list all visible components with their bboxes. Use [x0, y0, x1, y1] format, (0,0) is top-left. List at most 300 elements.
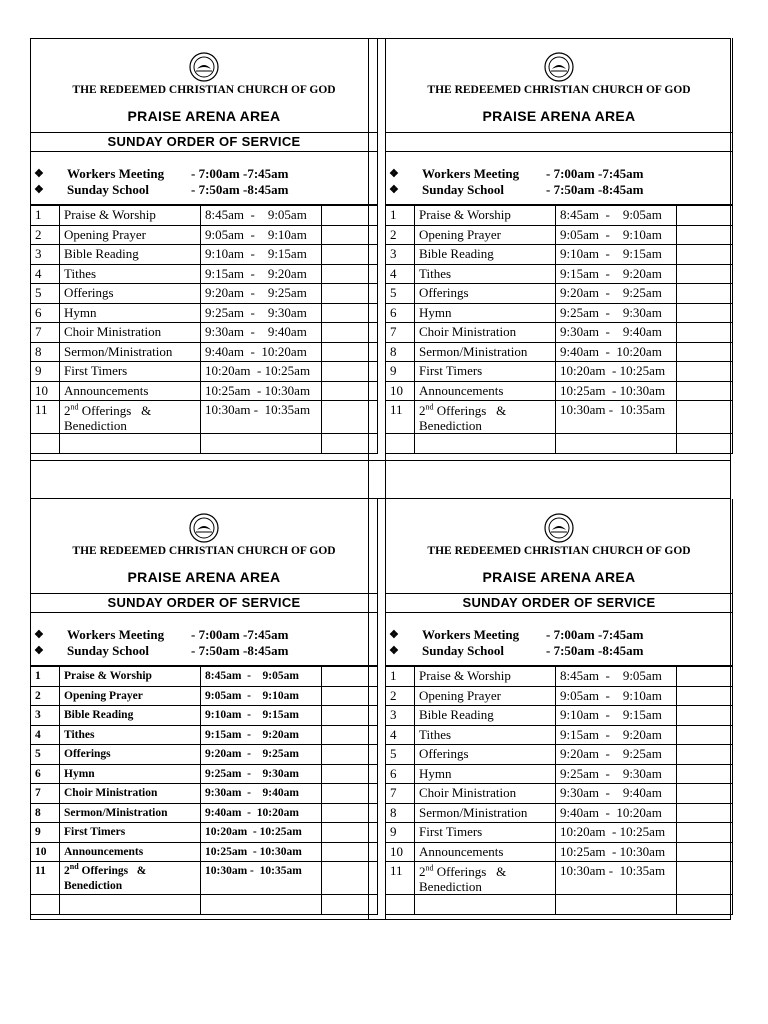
schedule-row	[386, 303, 732, 323]
order-title	[386, 133, 732, 152]
item-number: 5	[386, 284, 415, 304]
activity-name: Choir Ministration	[415, 323, 556, 343]
empty-cell	[556, 434, 677, 454]
schedule-row	[386, 381, 732, 401]
church-name: THE REDEEMED CHRISTIAN CHURCH OF GOD	[427, 545, 691, 557]
time-slot: 10:30am - 10:35am	[201, 401, 322, 434]
empty-cell	[677, 206, 733, 226]
time-slot: 8:45am - 9:05am	[201, 206, 322, 226]
pre-service-item: ❖ Workers Meeting - 7:00am -7:45am	[389, 166, 644, 181]
activity-superscript: nd	[425, 863, 434, 873]
activity-name: Tithes	[415, 725, 556, 745]
activity-name: Praise & Worship	[60, 206, 201, 226]
item-number: 10	[31, 381, 60, 401]
schedule-row	[31, 842, 377, 862]
activity-part: 2	[419, 403, 426, 418]
pre-service-item: ❖ Sunday School - 7:50am -8:45am	[389, 182, 644, 197]
time-slot: 8:45am - 9:05am	[556, 206, 677, 226]
empty-cell	[322, 381, 378, 401]
item-number: 4	[386, 264, 415, 284]
activity-name: Choir Ministration	[60, 784, 201, 804]
activity-superscript: nd	[70, 402, 79, 412]
empty-cell	[31, 895, 60, 915]
schedule-row	[31, 784, 377, 804]
schedule-row	[31, 686, 377, 706]
schedule-row	[31, 823, 377, 843]
item-number: 8	[386, 342, 415, 362]
time-slot: 10:20am - 10:25am	[556, 362, 677, 382]
church-logo-icon	[544, 513, 574, 543]
schedule-row	[31, 401, 377, 434]
empty-cell	[60, 434, 201, 454]
item-number: 1	[31, 206, 60, 226]
item-number: 7	[386, 784, 415, 804]
item-number: 11	[31, 401, 60, 434]
church-name: THE REDEEMED CHRISTIAN CHURCH OF GOD	[72, 84, 336, 96]
activity-name: First Timers	[415, 362, 556, 382]
church-logo-icon	[189, 52, 219, 82]
activity-name: Bible Reading	[415, 706, 556, 726]
diamond-bullet-icon: ❖	[389, 629, 399, 641]
schedule-row	[31, 803, 377, 823]
schedule-row	[386, 401, 732, 434]
order-title: SUNDAY ORDER OF SERVICE	[386, 594, 732, 613]
time-slot: 9:10am - 9:15am	[556, 245, 677, 265]
activity-name: First Timers	[60, 362, 201, 382]
activity-name: Bible Reading	[60, 245, 201, 265]
empty-cell	[677, 784, 733, 804]
time-slot: 9:30am - 9:40am	[556, 323, 677, 343]
time-slot: 9:15am - 9:20am	[556, 725, 677, 745]
schedule-row	[386, 323, 732, 343]
diamond-bullet-icon: ❖	[389, 645, 399, 657]
empty-cell	[677, 823, 733, 843]
empty-cell	[201, 434, 322, 454]
item-number: 3	[386, 706, 415, 726]
activity-name	[60, 862, 201, 895]
time-slot: 9:20am - 9:25am	[201, 284, 322, 304]
activity-superscript: nd	[425, 402, 434, 412]
time-slot: 10:25am - 10:30am	[556, 842, 677, 862]
item-number: 4	[31, 264, 60, 284]
item-number: 11	[386, 401, 415, 434]
activity-name: First Timers	[60, 823, 201, 843]
activity-name: Hymn	[415, 303, 556, 323]
empty-cell	[677, 303, 733, 323]
activity-part: Benediction	[64, 880, 123, 892]
program-card-top-right	[385, 38, 733, 454]
empty-cell	[322, 303, 378, 323]
activity-part: Offerings &	[78, 403, 152, 418]
activity-name: First Timers	[415, 823, 556, 843]
item-number: 8	[31, 342, 60, 362]
schedule-table	[386, 205, 732, 454]
item-number: 5	[31, 745, 60, 765]
activity-name: Hymn	[60, 764, 201, 784]
item-number: 7	[31, 784, 60, 804]
item-number: 6	[31, 303, 60, 323]
activity-name: Tithes	[60, 725, 201, 745]
activity-name: Sermon/Ministration	[415, 803, 556, 823]
time-slot: 9:25am - 9:30am	[556, 303, 677, 323]
time-slot: 9:40am - 10:20am	[556, 803, 677, 823]
time-slot: 9:25am - 9:30am	[556, 764, 677, 784]
item-number: 10	[31, 842, 60, 862]
time-slot: 9:20am - 9:25am	[556, 284, 677, 304]
time-slot: 9:15am - 9:20am	[201, 264, 322, 284]
item-number: 2	[31, 686, 60, 706]
time-slot: 9:15am - 9:20am	[556, 264, 677, 284]
item-number: 2	[386, 686, 415, 706]
schedule-row	[386, 225, 732, 245]
empty-cell	[322, 862, 378, 895]
activity-name: Praise & Worship	[60, 667, 201, 687]
item-number: 7	[386, 323, 415, 343]
empty-cell	[677, 401, 733, 434]
item-number: 1	[386, 206, 415, 226]
schedule-row	[31, 323, 377, 343]
time-slot: 9:10am - 9:15am	[556, 706, 677, 726]
empty-cell	[677, 381, 733, 401]
item-number: 2	[31, 225, 60, 245]
empty-cell	[322, 225, 378, 245]
schedule-row	[386, 823, 732, 843]
activity-name: Opening Prayer	[60, 225, 201, 245]
activity-part: Benediction	[64, 418, 127, 433]
empty-cell	[677, 667, 733, 687]
time-slot: 9:40am - 10:20am	[556, 342, 677, 362]
activity-name	[60, 401, 201, 434]
empty-cell	[415, 434, 556, 454]
activity-name: Offerings	[415, 745, 556, 765]
church-name: THE REDEEMED CHRISTIAN CHURCH OF GOD	[427, 84, 691, 96]
item-number: 6	[386, 764, 415, 784]
activity-name: Announcements	[60, 842, 201, 862]
item-number: 6	[31, 764, 60, 784]
empty-cell	[677, 323, 733, 343]
card-header	[386, 38, 732, 133]
schedule-row	[31, 362, 377, 382]
activity-name: Tithes	[415, 264, 556, 284]
empty-cell	[677, 686, 733, 706]
empty-cell	[677, 745, 733, 765]
activity-part: Offerings &	[433, 864, 507, 879]
schedule-table	[31, 205, 377, 454]
activity-name: Choir Ministration	[415, 784, 556, 804]
empty-cell	[677, 264, 733, 284]
schedule-row	[31, 706, 377, 726]
activity-name: Hymn	[60, 303, 201, 323]
empty-cell	[677, 725, 733, 745]
schedule-row	[31, 284, 377, 304]
item-number: 4	[386, 725, 415, 745]
schedule-row	[386, 686, 732, 706]
order-title: SUNDAY ORDER OF SERVICE	[31, 133, 377, 152]
activity-name: Announcements	[60, 381, 201, 401]
empty-cell	[322, 764, 378, 784]
empty-row	[31, 895, 377, 915]
item-number: 10	[386, 381, 415, 401]
activity-part: Benediction	[419, 418, 482, 433]
schedule-row	[386, 706, 732, 726]
schedule-row	[31, 206, 377, 226]
activity-name: Announcements	[415, 381, 556, 401]
activity-part: Offerings &	[433, 403, 507, 418]
time-slot: 9:25am - 9:30am	[201, 303, 322, 323]
pre-service-list	[31, 152, 377, 205]
item-number: 3	[386, 245, 415, 265]
activity-name: Choir Ministration	[60, 323, 201, 343]
empty-cell	[677, 706, 733, 726]
activity-part: Benediction	[419, 879, 482, 894]
schedule-row	[31, 225, 377, 245]
empty-cell	[677, 764, 733, 784]
order-title: SUNDAY ORDER OF SERVICE	[31, 594, 377, 613]
time-slot: 9:30am - 9:40am	[201, 323, 322, 343]
empty-cell	[322, 667, 378, 687]
schedule-row	[386, 725, 732, 745]
empty-cell	[677, 895, 733, 915]
item-number: 1	[386, 667, 415, 687]
empty-cell	[677, 245, 733, 265]
schedule-row	[31, 764, 377, 784]
schedule-row	[31, 264, 377, 284]
schedule-table	[31, 666, 377, 915]
schedule-row	[386, 245, 732, 265]
card-header	[31, 38, 377, 133]
time-slot: 9:10am - 9:15am	[201, 245, 322, 265]
item-number: 11	[386, 862, 415, 895]
activity-name: Sermon/Ministration	[415, 342, 556, 362]
divider-line	[30, 460, 731, 461]
schedule-row	[386, 342, 732, 362]
empty-cell	[322, 842, 378, 862]
schedule-row	[386, 745, 732, 765]
pre-service-item: ❖ Sunday School - 7:50am -8:45am	[389, 643, 644, 658]
diamond-bullet-icon: ❖	[34, 645, 44, 657]
time-slot: 8:45am - 9:05am	[556, 667, 677, 687]
schedule-row	[386, 206, 732, 226]
time-slot: 9:05am - 9:10am	[201, 686, 322, 706]
activity-name: Praise & Worship	[415, 667, 556, 687]
item-number: 6	[386, 303, 415, 323]
activity-name: Hymn	[415, 764, 556, 784]
schedule-row	[31, 342, 377, 362]
schedule-row	[386, 667, 732, 687]
area-name: PRAISE ARENA AREA	[127, 569, 281, 585]
time-slot: 10:20am - 10:25am	[201, 823, 322, 843]
empty-cell	[677, 284, 733, 304]
time-slot: 10:30am - 10:35am	[201, 862, 322, 895]
empty-cell	[322, 342, 378, 362]
activity-name: Offerings	[415, 284, 556, 304]
empty-cell	[677, 342, 733, 362]
time-slot: 9:40am - 10:20am	[201, 342, 322, 362]
schedule-row	[386, 862, 732, 895]
activity-part: 2	[419, 864, 426, 879]
time-slot: 10:20am - 10:25am	[201, 362, 322, 382]
schedule-row	[386, 764, 732, 784]
program-card-top-left	[30, 38, 378, 454]
pre-service-list	[386, 613, 732, 666]
schedule-row	[386, 784, 732, 804]
schedule-row	[31, 381, 377, 401]
empty-cell	[322, 784, 378, 804]
empty-cell	[677, 862, 733, 895]
item-number: 8	[386, 803, 415, 823]
activity-name: Sermon/Ministration	[60, 342, 201, 362]
diamond-bullet-icon: ❖	[34, 184, 44, 196]
activity-superscript: nd	[69, 862, 79, 872]
empty-cell	[677, 434, 733, 454]
empty-cell	[60, 895, 201, 915]
empty-cell	[322, 686, 378, 706]
empty-cell	[556, 895, 677, 915]
diamond-bullet-icon: ❖	[34, 168, 44, 180]
item-number: 7	[31, 323, 60, 343]
activity-name: Tithes	[60, 264, 201, 284]
pre-service-item: ❖ Workers Meeting - 7:00am -7:45am	[34, 166, 289, 181]
schedule-row	[386, 362, 732, 382]
pre-service-item: ❖ Workers Meeting - 7:00am -7:45am	[389, 627, 644, 642]
schedule-table	[386, 666, 732, 915]
time-slot: 9:30am - 9:40am	[201, 784, 322, 804]
empty-cell	[677, 842, 733, 862]
schedule-row	[386, 284, 732, 304]
empty-cell	[386, 895, 415, 915]
empty-cell	[415, 895, 556, 915]
empty-cell	[322, 206, 378, 226]
empty-cell	[322, 895, 378, 915]
time-slot: 9:40am - 10:20am	[201, 803, 322, 823]
schedule-row	[31, 745, 377, 765]
activity-name: Praise & Worship	[415, 206, 556, 226]
empty-row	[386, 895, 732, 915]
schedule-row	[386, 842, 732, 862]
empty-cell	[322, 284, 378, 304]
schedule-row	[31, 245, 377, 265]
empty-cell	[322, 823, 378, 843]
schedule-row	[386, 803, 732, 823]
activity-name: Opening Prayer	[60, 686, 201, 706]
item-number: 10	[386, 842, 415, 862]
time-slot: 9:05am - 9:10am	[201, 225, 322, 245]
time-slot: 9:30am - 9:40am	[556, 784, 677, 804]
card-header	[386, 499, 732, 594]
item-number: 2	[386, 225, 415, 245]
activity-name: Bible Reading	[415, 245, 556, 265]
church-logo-icon	[544, 52, 574, 82]
item-number: 5	[31, 284, 60, 304]
pre-service-item: ❖ Sunday School - 7:50am -8:45am	[34, 643, 289, 658]
empty-cell	[322, 362, 378, 382]
empty-cell	[322, 264, 378, 284]
item-number: 3	[31, 245, 60, 265]
empty-cell	[322, 803, 378, 823]
item-number: 11	[31, 862, 60, 895]
item-number: 9	[386, 362, 415, 382]
empty-cell	[677, 362, 733, 382]
time-slot: 9:05am - 9:10am	[556, 225, 677, 245]
item-number: 8	[31, 803, 60, 823]
time-slot: 10:20am - 10:25am	[556, 823, 677, 843]
activity-name: Opening Prayer	[415, 686, 556, 706]
item-number: 5	[386, 745, 415, 765]
item-number: 9	[386, 823, 415, 843]
time-slot: 9:15am - 9:20am	[201, 725, 322, 745]
program-card-bottom-right	[385, 499, 733, 915]
time-slot: 9:05am - 9:10am	[556, 686, 677, 706]
time-slot: 10:25am - 10:30am	[201, 381, 322, 401]
empty-cell	[322, 745, 378, 765]
item-number: 1	[31, 667, 60, 687]
empty-cell	[677, 803, 733, 823]
empty-cell	[322, 323, 378, 343]
church-name: THE REDEEMED CHRISTIAN CHURCH OF GOD	[72, 545, 336, 557]
area-name: PRAISE ARENA AREA	[482, 569, 636, 585]
schedule-row	[31, 862, 377, 895]
pre-service-list	[386, 152, 732, 205]
activity-name: Opening Prayer	[415, 225, 556, 245]
empty-cell	[322, 401, 378, 434]
activity-part: 2	[64, 865, 70, 877]
empty-row	[386, 434, 732, 454]
time-slot: 8:45am - 9:05am	[201, 667, 322, 687]
time-slot: 10:30am - 10:35am	[556, 401, 677, 434]
activity-name	[415, 862, 556, 895]
area-name: PRAISE ARENA AREA	[127, 108, 281, 124]
empty-cell	[322, 725, 378, 745]
item-number: 9	[31, 362, 60, 382]
item-number: 9	[31, 823, 60, 843]
empty-cell	[31, 434, 60, 454]
empty-cell	[322, 706, 378, 726]
program-card-bottom-left	[30, 499, 378, 915]
activity-name: Offerings	[60, 745, 201, 765]
pre-service-list	[31, 613, 377, 666]
schedule-row	[31, 303, 377, 323]
diamond-bullet-icon: ❖	[389, 168, 399, 180]
empty-cell	[201, 895, 322, 915]
time-slot: 10:25am - 10:30am	[556, 381, 677, 401]
empty-cell	[322, 434, 378, 454]
activity-name: Bible Reading	[60, 706, 201, 726]
empty-cell	[677, 225, 733, 245]
time-slot: 10:25am - 10:30am	[201, 842, 322, 862]
diamond-bullet-icon: ❖	[389, 184, 399, 196]
activity-name: Offerings	[60, 284, 201, 304]
activity-part: 2	[64, 403, 71, 418]
card-header	[31, 499, 377, 594]
pre-service-item: ❖ Sunday School - 7:50am -8:45am	[34, 182, 289, 197]
time-slot: 9:25am - 9:30am	[201, 764, 322, 784]
schedule-row	[386, 264, 732, 284]
empty-cell	[386, 434, 415, 454]
activity-name: Announcements	[415, 842, 556, 862]
activity-name	[415, 401, 556, 434]
time-slot: 9:10am - 9:15am	[201, 706, 322, 726]
activity-name: Sermon/Ministration	[60, 803, 201, 823]
activity-part: Offerings &	[78, 865, 147, 877]
time-slot: 9:20am - 9:25am	[201, 745, 322, 765]
schedule-row	[31, 725, 377, 745]
empty-row	[31, 434, 377, 454]
pre-service-item: ❖ Workers Meeting - 7:00am -7:45am	[34, 627, 289, 642]
diamond-bullet-icon: ❖	[34, 629, 44, 641]
time-slot: 10:30am - 10:35am	[556, 862, 677, 895]
item-number: 4	[31, 725, 60, 745]
time-slot: 9:20am - 9:25am	[556, 745, 677, 765]
